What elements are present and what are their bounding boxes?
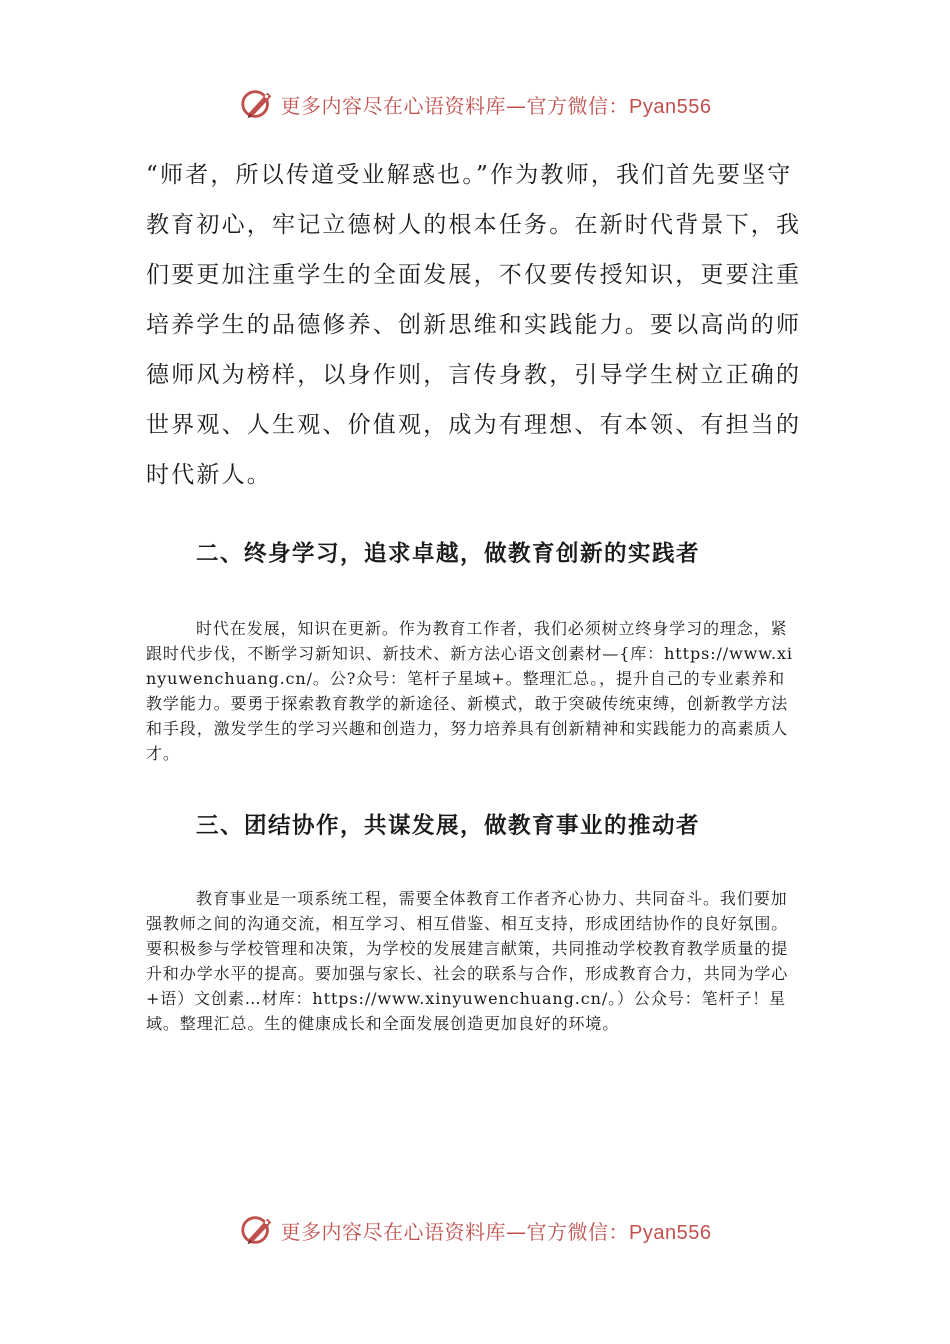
watermark-text: 更多内容尽在心语资料库—官方微信：Pyan556 bbox=[280, 1219, 712, 1244]
paragraph-1: “师者，所以传道受业解惑也。”作为教师，我们首先要坚守教育初心，牢记立德树人的根本任务。在新时代背景下，我们要更加注重学生的全面发展，不仅要传授知识，更要注重培养学生的品德修养、创新思维和实践能力。要以高尚的师德师风为榜样，以身作则，言传身教，引导学生树立正确的世界观、人生观、价值观，成为有理想、有本领、有担当的时代新人。 bbox=[146, 162, 802, 488]
paragraph-2: 时代在发展，知识在更新。作为教育工作者，我们必须树立终身学习的理念，紧跟时代步伐，不断学习新知识、新技术、新方法心语文创素材—{库：https://www.xinyuwenchuang.cn/。公?众号：笔杆子星域+。整理汇总。，提升自己的专业素养和教学能力。要勇于探索教育教学的新途径、新模式，敢于突破传统束缚，创新教学方法和手段，激发学生的学习兴趣和创造力，努力培养具有创新精神和实践能力的高素质人才。 bbox=[146, 619, 793, 763]
section-heading-2: 二、终身学习，追求卓越，做教育创新的实践者 bbox=[196, 541, 701, 567]
watermark-text: 更多内容尽在心语资料库—官方微信：Pyan556 bbox=[280, 93, 712, 118]
pen-nib-logo-icon bbox=[239, 85, 277, 123]
section-heading-3: 三、团结协作，共谋发展，做教育事业的推动者 bbox=[196, 813, 701, 839]
header-watermark bbox=[0, 82, 950, 126]
paragraph-3: 教育事业是一项系统工程，需要全体教育工作者齐心协力、共同奋斗。我们要加强教师之间的沟通交流，相互学习、相互借鉴、相互支持，形成团结协作的良好氛围。要积极参与学校管理和决策，为学校的发展建言献策，共同推动学校教育教学质量的提升和办学水平的提高。要加强与家长、社会的联系与合作，形成教育合力，共同为学心+语）文创素…材库：https://www.xinyuwenchuang.cn/。）公众号：笔杆子！星域。整理汇总。生的健康成长和全面发展创造更加良好的环境。 bbox=[146, 889, 789, 1033]
pen-nib-logo-icon bbox=[239, 1211, 277, 1249]
footer-watermark bbox=[0, 1208, 950, 1252]
